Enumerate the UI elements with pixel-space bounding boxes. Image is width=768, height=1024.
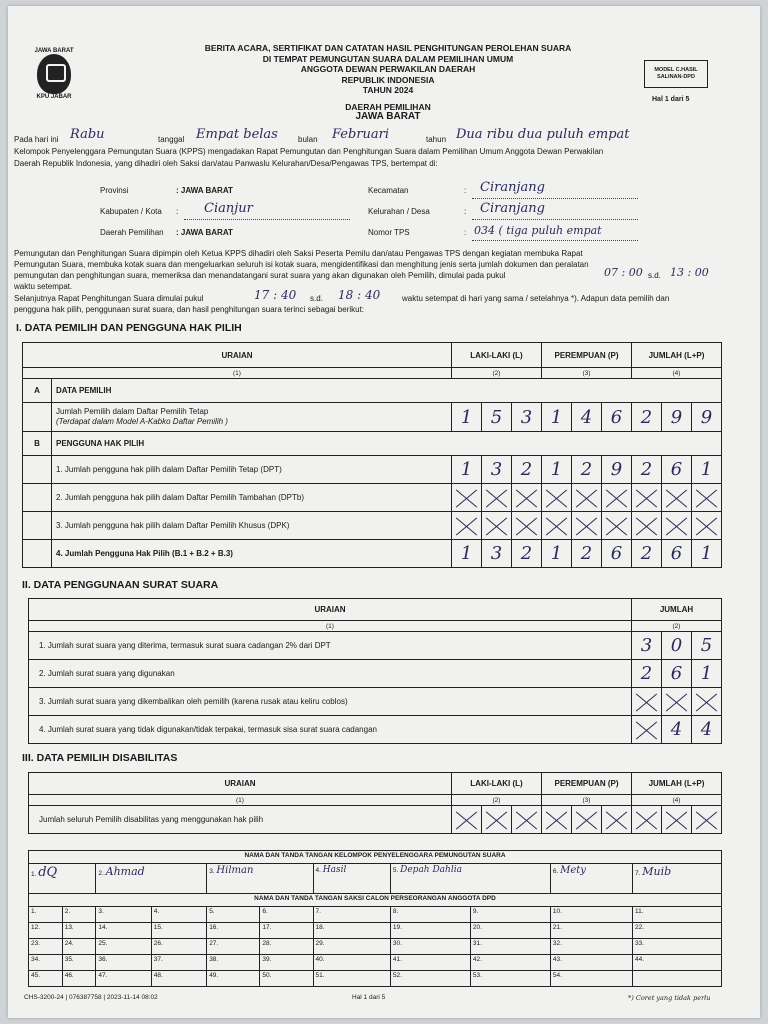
section-3-table: URAIAN LAKI-LAKI (L) PEREMPUAN (P) JUMLAH (L+P) (1) (2) (3) (4) Jumlah seluruh Pemilih disabilitas yang menggunakan hak pilih: [28, 772, 722, 834]
para-line-5b: waktu setempat di hari yang sama / setelahnya *). Adapun data pemilih dan: [402, 294, 670, 303]
table-row: 4. Jumlah Pengguna Hak Pilih (B.1 + B.2 + B.3) 1 3 2 1 2 6 2 6 1: [23, 540, 722, 568]
signature-5: Depah Dahlia: [400, 865, 462, 875]
saksi-cell: 23.: [29, 939, 63, 955]
saksi-cell: 8.: [390, 907, 470, 923]
saksi-cell: 30.: [390, 939, 470, 955]
saksi-cell: 25.: [96, 939, 151, 955]
saksi-cell: 48.: [151, 971, 206, 987]
saksi-cell: 27.: [207, 939, 260, 955]
dapil-heading: DAERAH PEMILIHAN: [345, 101, 431, 112]
section-a-letter: A: [23, 379, 52, 403]
saksi-signature-title: NAMA DAN TANDA TANGAN SAKSI CALON PERSEORANGAN ANGGOTA DPD: [29, 894, 722, 907]
title-line-1: BERITA ACARA, SERTIFIKAT DAN CATATAN HASIL PENGHITUNGAN PEROLEHAN SUARA: [204, 43, 572, 53]
saksi-cell: 35.: [62, 955, 96, 971]
hitung-selesai-time: 18 : 40: [338, 288, 381, 302]
kelurahan-label: Kelurahan / Desa: [368, 207, 430, 216]
signature-7: Muib: [642, 865, 672, 878]
mulai-time: 07 : 00: [604, 266, 643, 279]
dapil-value: : JAWA BARAT: [176, 228, 233, 237]
intro-tahun-value: Dua ribu dua puluh empat: [456, 127, 630, 142]
saksi-cell: 3.: [96, 907, 151, 923]
table-row: Jumlah Pemilih dalam Daftar Pemilih Tetap (Terdapat dalam Model A-Kabko Daftar Pemilih ) 1 5 3 1 4 6 2 9 9: [23, 403, 722, 432]
saksi-cell: 31.: [470, 939, 550, 955]
form-sheet: JAWA BARAT KPU JABAR BERITA ACARA, SERTIFIKAT DAN CATATAN HASIL PENGHITUNGAN PEROLEHAN SUARA DI TEMPAT PEMUNGUTAN SUARA DALAM PEMILIHAN UMUM ANGGOTA DEWAN PERWAKILAN DAERAH REPUBLIK INDONESIA TAHUN 2024 DAERAH PEMILIHAN JAWA BARAT MODEL C.HASIL SALINAN-DPD Hal 1 dari 5 Pada hari ini Rabu tanggal Empat belas bulan Februari tahun Dua ribu dua puluh empat Kelompok Penyelenggara Pemungutan Suara (KPPS) mengadakan Rapat Pemungutan dan Penghitungan Suara dalam Pemilihan Umum Anggota Dewan Perwakilan Daerah Republik Indonesia, yang dihadiri oleh Saksi dan/atau Panwaslu Kelurahan/Desa/Pengawas TPS, bertempat di: Provinsi : JAWA BARAT Kabupaten / Kota : Cianjur Daerah Pemilihan : JAWA BARAT Kecamatan : Ciranjang Kelurahan / Desa : Ciranjang Nomor TPS : 034 ( tiga puluh empat Pemungutan dan Penghitungan Suara dipimpin oleh Ketua KPPS dihadiri oleh Saksi Peserta Pemilu dan/atau Pengawas TPS dengan kegiatan membuka Rapat Pemungutan Suara, membuka kotak suara dan mengeluarkan seluruh isi kotak suara, mengidentifikasi dan menghitung jenis serta jumlah dokumen dan peralatan pemungutan dan penghitungan suara, memeriksa dan menandatangani surat suara yang akan digunakan oleh Pemilih, dimulai pada pukul 07 : 00 s.d. 13 : 00 waktu setempat. Selanjutnya Rapat Penghitungan Suara dimulai pukul 17 : 40 s.d. 18 : 40 waktu setempat di hari yang sama / setelahnya *). Adapun data pemilih dan pengguna hak pilih, penggunaan surat suara, dan hasil penghitungan suara terinci sebagai berikut: I. DATA PEMILIH DAN PENGGUNA HAK PILIH URAIAN LAKI-LAKI (L) PEREMPUAN (P) JUMLAH (L+P) (1) (2) (3) (4) A DATA PEMILIH Jumlah Pemilih dalam Daftar Pemilih Tetap (Terdapat dalam Model A-Kabko Daftar Pemilih ) 1 5 3 1 4 6 2 9 9 B PENGGUNA HAK PILIH 1. Jumlah pengguna hak pilih dalam Daftar Pemilih Tetap (DPT) 1 3 2 1 2 9 2 6 1 2. Jumlah pengguna hak pilih dalam Daftar Pemilih Tambahan (DPTb) 3. Jumlah pengguna hak pilih dalam Daftar Pemilih Khusus (DPK) 4. Jumlah Pengguna Hak Pilih (B.1 + B.2 + B.3) 1 3 2 1 2 6 2 6 1 II. DATA PENGGUNAAN SURAT SUARA URAIAN JUMLAH (1) (2) 1. Jumlah surat suara yang diterima, termasuk surat suara cadangan 2% dari DPT 3 0 5 2. Jumlah surat suara yang digunakan 2 6 1 3. Jumlah surat suara yang dikembalikan oleh pemilih (karena rusak atau keliru coblos) 4. Jumlah surat suara yang tidak digunakan/tidak terpakai, termasuk sisa surat suara cadangan 4 4 III. DATA PEMILIH DISABILITAS URAIAN LAKI-LAKI (L) PEREMPUAN (P) JUMLAH (L+P) (1) (2) (3) (4) Jumlah seluruh Pemilih disabilitas yang menggunakan hak pilih NAMA DAN TANDA TANGAN KELOMPOK PENYELENGGARA PEMUNGUTAN SUARA 1. dQ 2. Ahmad 3. Hilman 4. Hasil 5. Depah Dahlia 6. Mety 7. Muib NAMA DAN TANDA TANGAN SAKSI CALON PERSEORANGAN ANGGOTA DPD 1. 2. 3. 4. 5. 6. 7. 8. 9. 10. 11. 12. 13. 14. 15. 16. 17. 18. 19. 20. 21. 22. 23. 24. 25. 26. 27. 28. 29. 30. 31. 32. 33. 34. 35. 36. 37. 38. 39. 40. 41. 42. 43. 44. 45. 46. 47. 48. 49. 50. 51. 52. 53. 54. CHS-3200-24 | 076387758 | 2023-11-14 08:02 Hal 1 dari 5 *) Coret yang tidak perlu: [8, 6, 760, 1018]
saksi-cell: 53.: [470, 971, 550, 987]
a1-label: Jumlah Pemilih dalam Daftar Pemilih Tetap (Terdapat dalam Model A-Kabko Daftar Pemilih ): [52, 403, 452, 432]
logo-top-text: JAWA BARAT: [34, 48, 74, 54]
mulai-sd: s.d.: [648, 271, 661, 280]
dapil-label: Daerah Pemilihan: [100, 228, 164, 237]
saksi-cell: 13.: [62, 923, 96, 939]
kpps-signature-row: 1. dQ 2. Ahmad 3. Hilman 4. Hasil 5. Depah Dahlia 6. Mety 7. Muib: [29, 864, 722, 894]
kecamatan-value: Ciranjang: [480, 180, 545, 195]
signature-table: [28, 850, 722, 987]
signature-1: dQ: [38, 865, 58, 880]
saksi-signature-grid: [29, 907, 722, 987]
table-row: Jumlah seluruh Pemilih disabilitas yang menggunakan hak pilih: [29, 806, 722, 834]
saksi-cell: 38.: [207, 955, 260, 971]
kabupaten-value: Cianjur: [204, 201, 253, 216]
kecamatan-label: Kecamatan: [368, 186, 409, 195]
selesai-time: 13 : 00: [670, 266, 709, 279]
kpu-emblem-icon: [37, 54, 71, 94]
saksi-cell: 26.: [151, 939, 206, 955]
page-number: Hal 1 dari 5: [652, 96, 690, 103]
saksi-cell: 34.: [29, 955, 63, 971]
saksi-cell: 9.: [470, 907, 550, 923]
saksi-cell: 36.: [96, 955, 151, 971]
para-line-6: pengguna hak pilih, penggunaan surat suara, dan hasil penghitungan suara terinci sebagai berikut:: [14, 305, 365, 314]
table-row: [29, 955, 722, 971]
saksi-cell: 10.: [550, 907, 632, 923]
saksi-cell: 14.: [96, 923, 151, 939]
table-row: 2. Jumlah surat suara yang digunakan 2 6 1: [29, 660, 722, 688]
saksi-cell: 42.: [470, 955, 550, 971]
b3-label: 3. Jumlah pengguna hak pilih dalam Daftar Pemilih Khusus (DPK): [52, 512, 452, 540]
para-line-1: Pemungutan dan Penghitungan Suara dipimpin oleh Ketua KPPS dihadiri oleh Saksi Peserta Pemilu dan/atau Pengawas TPS dengan kegiatan membuka Rapat: [14, 249, 583, 258]
intro-line-3: Daerah Republik Indonesia, yang dihadiri oleh Saksi dan/atau Panwaslu Kelurahan/Desa/Pengawas TPS, bertempat di:: [14, 159, 438, 168]
saksi-cell: 40.: [313, 955, 390, 971]
saksi-cell: 22.: [633, 923, 722, 939]
saksi-cell: 45.: [29, 971, 63, 987]
s1-header-j: JUMLAH (L+P): [632, 343, 722, 368]
table-row: [29, 923, 722, 939]
table-row: [23, 512, 722, 540]
saksi-cell: 33.: [633, 939, 722, 955]
saksi-cell: [633, 971, 722, 987]
saksi-cell: 32.: [550, 939, 632, 955]
logo-bottom-text: KPU JABAR: [36, 94, 72, 100]
signature-6: Mety: [560, 865, 586, 876]
para-line-3: pemungutan dan penghitungan suara, memeriksa dan menandatangani surat suara yang akan digunakan oleh Pemilih, dimulai pada pukul: [14, 271, 506, 280]
saksi-cell: 43.: [550, 955, 632, 971]
model-line-2: SALINAN-DPD: [657, 74, 695, 80]
para-line-4: waktu setempat.: [14, 282, 73, 291]
s1-header-uraian: URAIAN: [23, 343, 452, 368]
s1-header-l: LAKI-LAKI (L): [452, 343, 542, 368]
dapil-heading-value: JAWA BARAT: [355, 111, 421, 122]
saksi-cell: 24.: [62, 939, 96, 955]
table-row: [29, 907, 722, 923]
intro-hari-value: Rabu: [70, 127, 105, 142]
section-b-title: PENGGUNA HAK PILIH: [52, 432, 722, 456]
table-row: [23, 484, 722, 512]
signature-3: Hilman: [216, 865, 254, 876]
section-2-title: II. DATA PENGGUNAAN SURAT SUARA: [22, 579, 219, 591]
saksi-cell: 28.: [260, 939, 313, 955]
kpu-logo: [30, 48, 78, 110]
provinsi-label: Provinsi: [100, 186, 129, 195]
saksi-cell: 49.: [207, 971, 260, 987]
saksi-cell: 37.: [151, 955, 206, 971]
kelurahan-value: Ciranjang: [480, 201, 545, 216]
table-row: 4. Jumlah surat suara yang tidak digunakan/tidak terpakai, termasuk sisa surat suara cadangan 4 4: [29, 716, 722, 744]
intro-bulan-label: bulan: [298, 135, 318, 144]
saksi-cell: 15.: [151, 923, 206, 939]
saksi-cell: 47.: [96, 971, 151, 987]
intro-tahun-label: tahun: [426, 135, 447, 144]
saksi-cell: 11.: [633, 907, 722, 923]
footer-page: Hal 1 dari 5: [352, 994, 386, 1001]
title-line-4: REPUBLIK INDONESIA: [341, 74, 435, 85]
b1-label: 1. Jumlah pengguna hak pilih dalam Daftar Pemilih Tetap (DPT): [52, 456, 452, 484]
saksi-cell: 6.: [260, 907, 313, 923]
section-1-table: URAIAN LAKI-LAKI (L) PEREMPUAN (P) JUMLAH (L+P) (1) (2) (3) (4) A DATA PEMILIH Jumlah Pemilih dalam Daftar Pemilih Tetap (Terdapat dalam Model A-Kabko Daftar Pemilih ) 1 5 3 1 4 6 2 9 9 B PENGGUNA HAK PILIH 1. Jumlah pengguna hak pilih dalam Daftar Pemilih Tetap (DPT) 1 3 2 1 2 9 2 6 1 2. Jumlah pengguna hak pilih dalam Daftar Pemilih Tambahan (DPTb) 3. Jumlah pengguna hak pilih dalam Daftar Pemilih Khusus (DPK) 4. Jumlah Pengguna Hak Pilih (B.1 + B.2 + B.3) 1 3 2 1 2 6 2 6 1: [22, 342, 722, 568]
saksi-cell: 50.: [260, 971, 313, 987]
saksi-cell: 16.: [207, 923, 260, 939]
saksi-cell: 4.: [151, 907, 206, 923]
saksi-cell: 12.: [29, 923, 63, 939]
title-line-2: DI TEMPAT PEMUNGUTAN SUARA DALAM PEMILIHAN UMUM: [262, 53, 514, 64]
table-row: 1. Jumlah pengguna hak pilih dalam Daftar Pemilih Tetap (DPT) 1 3 2 1 2 9 2 6 1: [23, 456, 722, 484]
model-box: [644, 60, 708, 88]
b2-label: 2. Jumlah pengguna hak pilih dalam Daftar Pemilih Tambahan (DPTb): [52, 484, 452, 512]
saksi-cell: 46.: [62, 971, 96, 987]
s1-header-p: PEREMPUAN (P): [542, 343, 632, 368]
intro-tanggal-value: Empat belas: [196, 127, 278, 142]
intro-line-2: Kelompok Penyelenggara Pemungutan Suara (KPPS) mengadakan Rapat Pemungutan dan Penghitungan Suara dalam Pemilihan Umum Anggota Dewan Perwakilan: [14, 147, 604, 156]
saksi-cell: 20.: [470, 923, 550, 939]
saksi-cell: 41.: [390, 955, 470, 971]
tps-value: 034 ( tiga puluh empat: [474, 224, 602, 237]
section-b-letter: B: [23, 432, 52, 456]
title-line-5: TAHUN 2024: [362, 85, 414, 95]
section-3-title: III. DATA PEMILIH DISABILITAS: [22, 752, 178, 764]
saksi-cell: 54.: [550, 971, 632, 987]
saksi-cell: 39.: [260, 955, 313, 971]
title-line-3: ANGGOTA DEWAN PERWAKILAN DAERAH: [300, 64, 476, 74]
section-1-title: I. DATA PEMILIH DAN PENGGUNA HAK PILIH: [16, 322, 242, 334]
para-line-5a: Selanjutnya Rapat Penghitungan Suara dimulai pukul: [14, 294, 204, 303]
table-row: 1. Jumlah surat suara yang diterima, termasuk surat suara cadangan 2% dari DPT 3 0 5: [29, 632, 722, 660]
hitung-mulai-time: 17 : 40: [254, 288, 297, 302]
saksi-cell: 5.: [207, 907, 260, 923]
hitung-sd: s.d.: [310, 294, 323, 303]
model-line-1: MODEL C.HASIL: [654, 67, 698, 73]
footer-note: *) Coret yang tidak perlu: [628, 994, 711, 1002]
table-row: [29, 971, 722, 987]
saksi-cell: 2.: [62, 907, 96, 923]
saksi-cell: 7.: [313, 907, 390, 923]
saksi-cell: 51.: [313, 971, 390, 987]
tps-label: Nomor TPS: [368, 228, 410, 237]
signature-4: Hasil: [322, 865, 347, 875]
para-line-2: Pemungutan Suara, membuka kotak suara dan mengeluarkan seluruh isi kotak suara, mengidentifikasi dan menghitung jenis serta jumlah dokumen dan peralatan: [14, 260, 589, 269]
footer-code: CHS-3200-24 | 076387758 | 2023-11-14 08:02: [24, 994, 158, 1001]
saksi-cell: 52.: [390, 971, 470, 987]
table-row: [29, 939, 722, 955]
saksi-cell: 1.: [29, 907, 63, 923]
intro-hari-label: Pada hari ini: [14, 135, 59, 144]
kpps-signature-title: NAMA DAN TANDA TANGAN KELOMPOK PENYELENGGARA PEMUNGUTAN SUARA: [29, 851, 722, 864]
b4-label: 4. Jumlah Pengguna Hak Pilih (B.1 + B.2 + B.3): [52, 540, 452, 568]
section-a-title: DATA PEMILIH: [52, 379, 722, 403]
section-2-table: URAIAN JUMLAH (1) (2) 1. Jumlah surat suara yang diterima, termasuk surat suara cadangan 2% dari DPT 3 0 5 2. Jumlah surat suara yang digunakan 2 6 1 3. Jumlah surat suara yang dikembalikan oleh pemilih (karena rusak atau keliru coblos) 4. Jumlah surat suara yang tidak digunakan/tidak terpakai, termasuk sisa surat suara cadangan 4 4: [28, 598, 722, 744]
signature-2: Ahmad: [105, 865, 145, 878]
table-row: 3. Jumlah surat suara yang dikembalikan oleh pemilih (karena rusak atau keliru coblos): [29, 688, 722, 716]
document-title: [108, 43, 668, 123]
saksi-cell: 19.: [390, 923, 470, 939]
saksi-cell: 18.: [313, 923, 390, 939]
saksi-cell: 21.: [550, 923, 632, 939]
saksi-cell: 17.: [260, 923, 313, 939]
saksi-cell: 44.: [633, 955, 722, 971]
kabupaten-label: Kabupaten / Kota: [100, 207, 162, 216]
intro-bulan-value: Februari: [332, 127, 390, 142]
provinsi-value: : JAWA BARAT: [176, 186, 233, 195]
intro-tanggal-label: tanggal: [158, 135, 185, 144]
saksi-cell: 29.: [313, 939, 390, 955]
